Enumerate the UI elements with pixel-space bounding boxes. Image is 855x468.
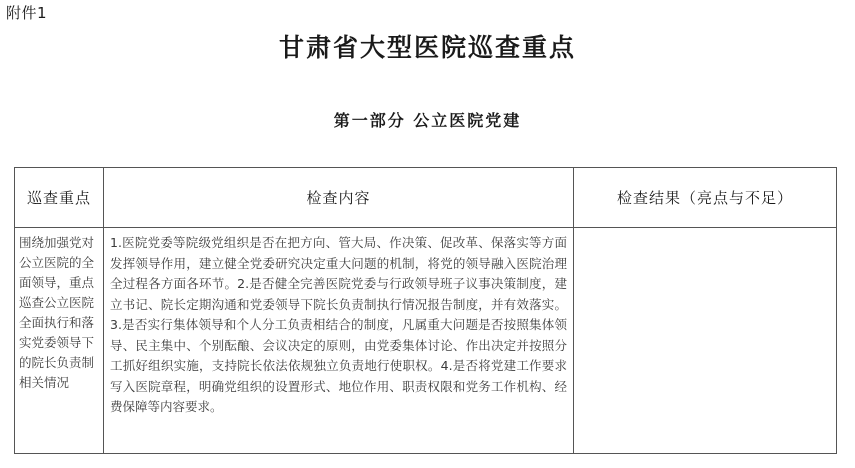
focus-cell: 围绕加强党对公立医院的全面领导，重点巡查公立医院全面执行和落实党委领导下的院长负责制相关情况 [15, 228, 104, 454]
header-result: 检查结果（亮点与不足） [574, 168, 837, 228]
table-row [15, 228, 837, 454]
section-title: 第一部分 公立医院党建 [333, 111, 522, 130]
header-content: 检查内容 [104, 168, 574, 228]
result-cell [574, 228, 837, 454]
header-focus: 巡查重点 [15, 168, 104, 228]
attachment-label: 附件1 [6, 4, 48, 22]
content-cell: 1.医院党委等院级党组织是否在把方向、管大局、作决策、促改革、保落实等方面发挥领导作用，建立健全党委研究决定重大问题的机制，将党的领导融入医院治理全过程各方面各环节。2.是否健全完善医院党委与行政领导班子议事决策制度，建立书记、院长定期沟通和党委领导下院长负责制执行情况报告制度，并有效落实。3.是否实行集体领导和个人分工负责相结合的制度，凡属重大问题是否按照集体领导、民主集中、个别酝酿、会议决定的原则，由党委集体讨论、作出决定并按照分工抓好组织实施，支持院长依法依规独立负责地行使职权。4.是否将党建工作要求写入医院章程，明确党组织的设置形式、地位作用、职责权限和党务工作机构、经费保障等内容要求。 [104, 228, 574, 454]
document-title: 甘肃省大型医院巡查重点 [278, 33, 576, 62]
table-header-row [15, 168, 837, 228]
inspection-table [14, 167, 837, 454]
